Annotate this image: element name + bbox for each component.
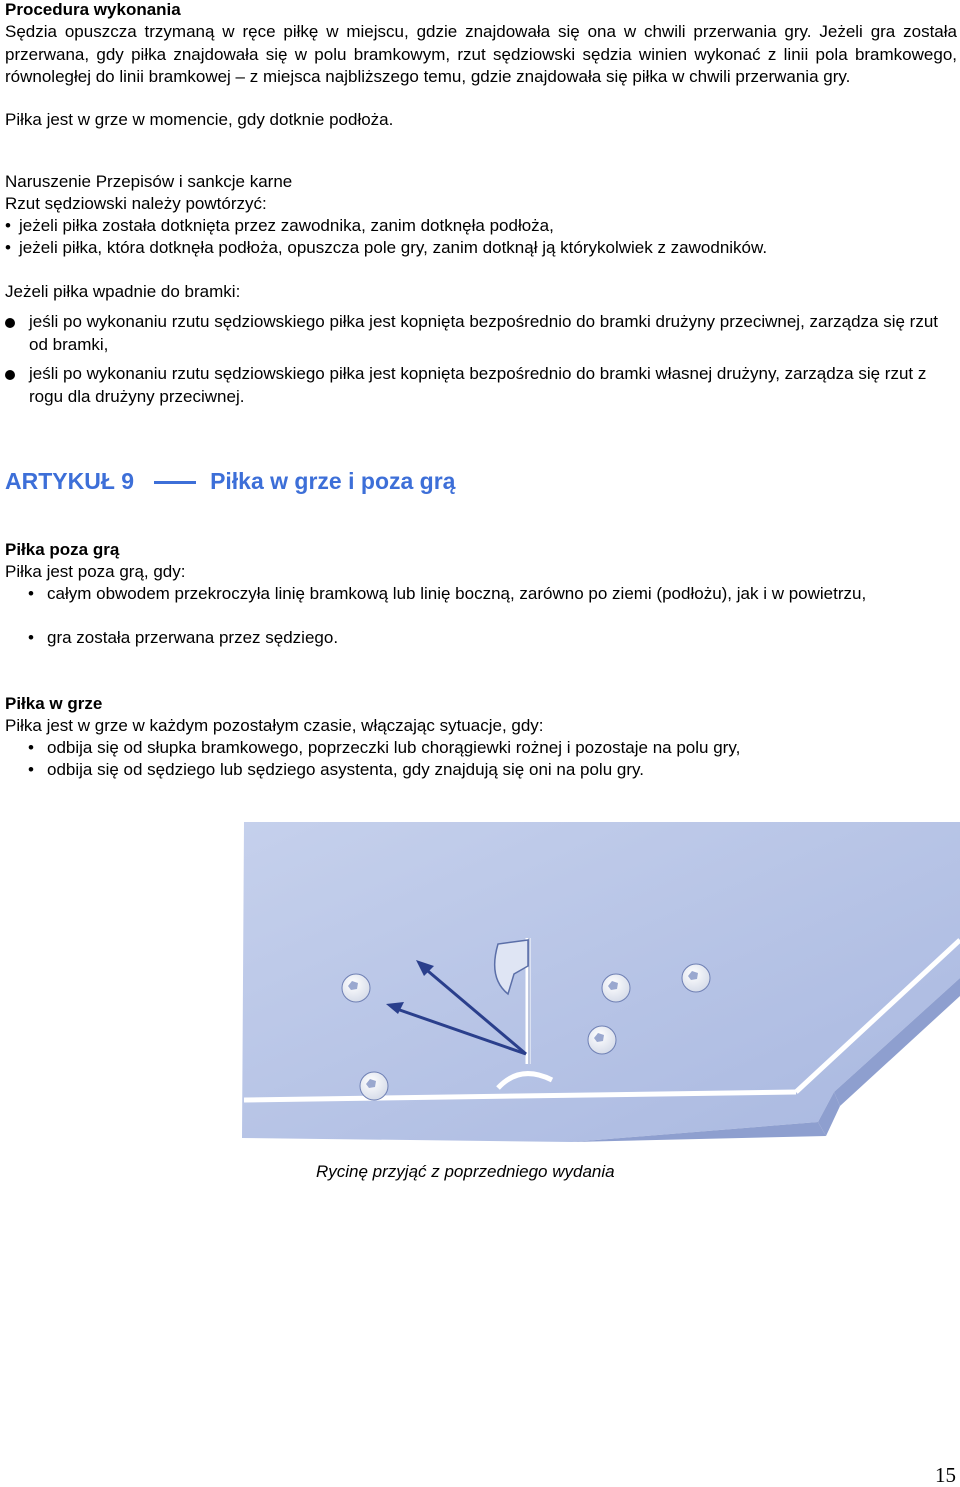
bullet-icon: • [28, 738, 34, 757]
goal-bullet-2: jeśli po wykonaniu rzutu sędziowskiego piłka jest kopnięta bezpośrednio do bramki własnej drużyny, zarządza się rzut z rogu dla drużyny przeciwnej. [5, 363, 957, 408]
bullet-icon: • [5, 216, 11, 235]
in-play-intro: Piłka jest w grze w każdym pozostałym czasie, włączając sytuacje, gdy: [5, 716, 544, 735]
ball-5 [360, 1072, 388, 1100]
article-dash [154, 481, 196, 484]
article-number: ARTYKUŁ 9 [5, 468, 135, 494]
out-of-play-heading: Piłka poza grą [5, 540, 120, 559]
page-number: 15 [935, 1463, 956, 1487]
goal-bullet-1: jeśli po wykonaniu rzutu sędziowskiego piłka jest kopnięta bezpośrednio do bramki drużyny przeciwnej, zarządza się rzut od bramki, [5, 311, 957, 356]
article-heading [5, 466, 455, 496]
violation-intro: Rzut sędziowski należy powtórzyć: [5, 194, 267, 213]
bullet-icon: • [28, 760, 34, 779]
out-of-play-bullet-1: • całym obwodem przekroczyła linię bramkową lub linię boczną, zarówno po ziemi (podłożu), jak i w powietrzu, [28, 583, 958, 606]
bullet-icon: • [28, 584, 34, 603]
bullet-icon [5, 370, 15, 380]
figure-caption: Rycinę przyjąć z poprzedniego wydania [316, 1162, 615, 1181]
ball-3 [682, 964, 710, 992]
ball-2 [602, 974, 630, 1002]
procedure-paragraph-2: Piłka jest w grze w momencie, gdy dotknie podłoża. [5, 110, 394, 129]
bullet-icon [5, 318, 15, 328]
bullet-icon: • [28, 628, 34, 647]
goal-intro: Jeżeli piłka wpadnie do bramki: [5, 282, 241, 301]
procedure-heading: Procedura wykonania [5, 0, 181, 19]
ball-1 [342, 974, 370, 1002]
corner-flag-illustration [236, 818, 960, 1142]
violation-heading: Naruszenie Przepisów i sankcje karne [5, 172, 293, 191]
procedure-paragraph: Sędzia opuszcza trzymaną w ręce piłkę w miejscu, gdzie znajdowała się ona w chwili przerwania gry. Jeżeli gra została przerwana, gdy piłka znajdowała się w polu bramkowym, rzut sędziowski sędzia winien wykonać z linii pola bramkowego, równoległej do linii bramkowej – z miejsca najbliższego temu, gdzie znajdowała się piłka w chwili przerwania gry. [5, 22, 957, 86]
out-of-play-intro: Piłka jest poza grą, gdy: [5, 562, 186, 581]
bullet-icon: • [5, 238, 11, 257]
in-play-heading: Piłka w grze [5, 694, 103, 713]
article-title: Piłka w grze i poza grą [210, 468, 456, 494]
ball-4 [588, 1026, 616, 1054]
